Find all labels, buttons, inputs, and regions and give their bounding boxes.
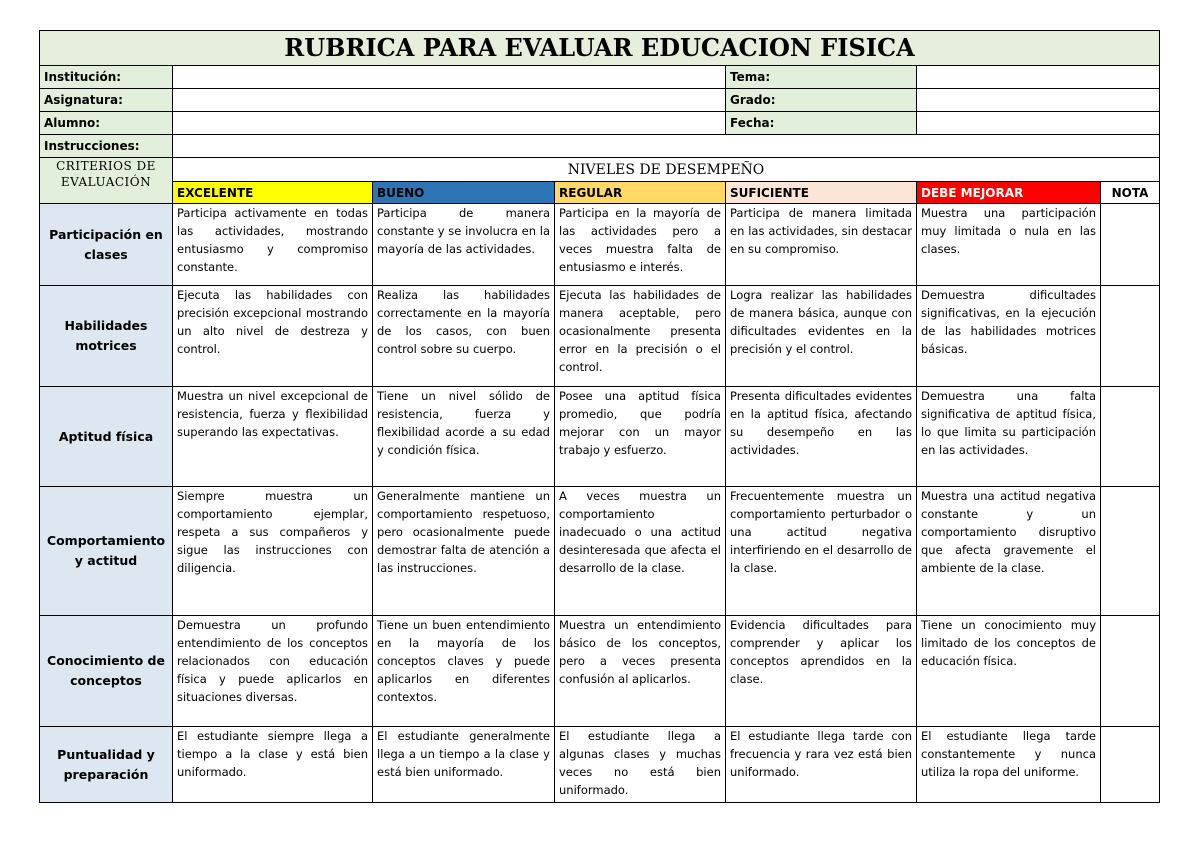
criterion-desc-debe-mejorar: Muestra una participación muy limitada o nula en las clases. — [917, 204, 1101, 286]
criterion-desc-suficiente: Presenta dificultades evidentes en la aptitud física, afectando su desempeño en las actividades. — [726, 387, 917, 487]
criterion-desc-excelente: Ejecuta las habilidades con precisión excepcional mostrando un alto nivel de destreza y control. — [173, 286, 373, 387]
criterion-desc-bueno: Tiene un nivel sólido de resistencia, fuerza y flexibilidad acorde a su edad y condición física. — [373, 387, 555, 487]
criterion-desc-suficiente: Logra realizar las habilidades de manera básica, aunque con dificultades evidentes en la precisión y el control. — [726, 286, 917, 387]
criterion-desc-excelente: El estudiante siempre llega a tiempo a la clase y está bien uniformado. — [173, 727, 373, 803]
criterion-desc-excelente: Siempre muestra un comportamiento ejemplar, respeta a sus compañeros y sigue las instrucciones con diligencia. — [173, 487, 373, 616]
page-title: RUBRICA PARA EVALUAR EDUCACION FISICA — [40, 31, 1160, 66]
criterion-desc-debe-mejorar: Muestra una actitud negativa constante y un comportamiento disruptivo que afecta gravemente el ambiente de la clase. — [917, 487, 1101, 616]
level-bueno: BUENO — [373, 182, 555, 204]
criterion-name: Aptitud física — [40, 387, 173, 487]
level-nota: NOTA — [1101, 182, 1160, 204]
criterion-name: Comportamiento y actitud — [40, 487, 173, 616]
alumno-field[interactable] — [173, 112, 726, 135]
asignatura-field[interactable] — [173, 89, 726, 112]
criterion-desc-bueno: Participa de manera constante y se involucra en la mayoría de las actividades. — [373, 204, 555, 286]
nota-cell[interactable] — [1101, 616, 1160, 727]
fecha-label: Fecha: — [726, 112, 917, 135]
criterion-desc-bueno: El estudiante generalmente llega a un tiempo a la clase y está bien uniformado. — [373, 727, 555, 803]
criterion-desc-debe-mejorar: Demuestra una falta significativa de aptitud física, lo que limita su participación en las actividades. — [917, 387, 1101, 487]
table-row — [40, 387, 1160, 487]
criterion-desc-regular: El estudiante llega a algunas clases y muchas veces no está bien uniformado. — [555, 727, 726, 803]
institucion-field[interactable] — [173, 66, 726, 89]
criterios-header: CRITERIOS DE EVALUACIÓN — [40, 158, 173, 204]
criterion-desc-excelente: Demuestra un profundo entendimiento de los conceptos relacionados con educación física y puede aplicarlos en situaciones diversas. — [173, 616, 373, 727]
criterion-desc-debe-mejorar: El estudiante llega tarde constantemente y nunca utiliza la ropa del uniforme. — [917, 727, 1101, 803]
nota-cell[interactable] — [1101, 727, 1160, 803]
table-row — [40, 727, 1160, 803]
table-row — [40, 204, 1160, 286]
criterion-desc-regular: Ejecuta las habilidades de manera aceptable, pero ocasionalmente presenta error en la precisión o el control. — [555, 286, 726, 387]
institucion-label: Institución: — [40, 66, 173, 89]
criterion-name: Participación en clases — [40, 204, 173, 286]
instrucciones-field[interactable] — [173, 135, 1160, 158]
fecha-field[interactable] — [917, 112, 1160, 135]
criterion-desc-suficiente: Frecuentemente muestra un comportamiento perturbador o una actitud negativa interfiriendo en el desarrollo de la clase. — [726, 487, 917, 616]
criterion-name: Habilidades motrices — [40, 286, 173, 387]
nota-cell[interactable] — [1101, 286, 1160, 387]
level-excelente: EXCELENTE — [173, 182, 373, 204]
criterion-desc-debe-mejorar: Tiene un conocimiento muy limitado de los conceptos de educación física. — [917, 616, 1101, 727]
criterion-name: Puntualidad y preparación — [40, 727, 173, 803]
tema-label: Tema: — [726, 66, 917, 89]
grado-field[interactable] — [917, 89, 1160, 112]
criterion-desc-excelente: Muestra un nivel excepcional de resistencia, fuerza y flexibilidad superando las expectativas. — [173, 387, 373, 487]
criterion-desc-suficiente: El estudiante llega tarde con frecuencia y rara vez está bien uniformado. — [726, 727, 917, 803]
nota-cell[interactable] — [1101, 387, 1160, 487]
criterion-desc-regular: Muestra un entendimiento básico de los conceptos, pero a veces presenta confusión al aplicarlos. — [555, 616, 726, 727]
asignatura-label: Asignatura: — [40, 89, 173, 112]
criterion-desc-regular: A veces muestra un comportamiento inadecuado o una actitud desinteresada que afecta el desarrollo de la clase. — [555, 487, 726, 616]
criterion-desc-suficiente: Participa de manera limitada en las actividades, sin destacar en su compromiso. — [726, 204, 917, 286]
alumno-label: Alumno: — [40, 112, 173, 135]
criterion-name: Conocimiento de conceptos — [40, 616, 173, 727]
criterion-desc-debe-mejorar: Demuestra dificultades significativas, en la ejecución de las habilidades motrices básicas. — [917, 286, 1101, 387]
table-row — [40, 616, 1160, 727]
rubric-table — [39, 30, 1160, 803]
instrucciones-label: Instrucciones: — [40, 135, 173, 158]
level-suficiente: SUFICIENTE — [726, 182, 917, 204]
level-debe-mejorar: DEBE MEJORAR — [917, 182, 1101, 204]
criterion-desc-bueno: Generalmente mantiene un comportamiento respetuoso, pero ocasionalmente puede demostrar falta de atención a las instrucciones. — [373, 487, 555, 616]
grado-label: Grado: — [726, 89, 917, 112]
criterion-desc-bueno: Tiene un buen entendimiento en la mayoría de los conceptos claves y puede aplicarlos en diferentes contextos. — [373, 616, 555, 727]
criterion-desc-regular: Posee una aptitud física promedio, que podría mejorar con un mayor trabajo y esfuerzo. — [555, 387, 726, 487]
tema-field[interactable] — [917, 66, 1160, 89]
niveles-header: NIVELES DE DESEMPEÑO — [173, 158, 1160, 182]
criterion-desc-regular: Participa en la mayoría de las actividades pero a veces muestra falta de entusiasmo e interés. — [555, 204, 726, 286]
table-row — [40, 487, 1160, 616]
nota-cell[interactable] — [1101, 487, 1160, 616]
table-row — [40, 286, 1160, 387]
criterion-desc-excelente: Participa activamente en todas las actividades, mostrando entusiasmo y compromiso constante. — [173, 204, 373, 286]
criterion-desc-bueno: Realiza las habilidades correctamente en la mayoría de los casos, con buen control sobre su cuerpo. — [373, 286, 555, 387]
level-regular: REGULAR — [555, 182, 726, 204]
nota-cell[interactable] — [1101, 204, 1160, 286]
criterion-desc-suficiente: Evidencia dificultades para comprender y aplicar los conceptos aprendidos en la clase. — [726, 616, 917, 727]
